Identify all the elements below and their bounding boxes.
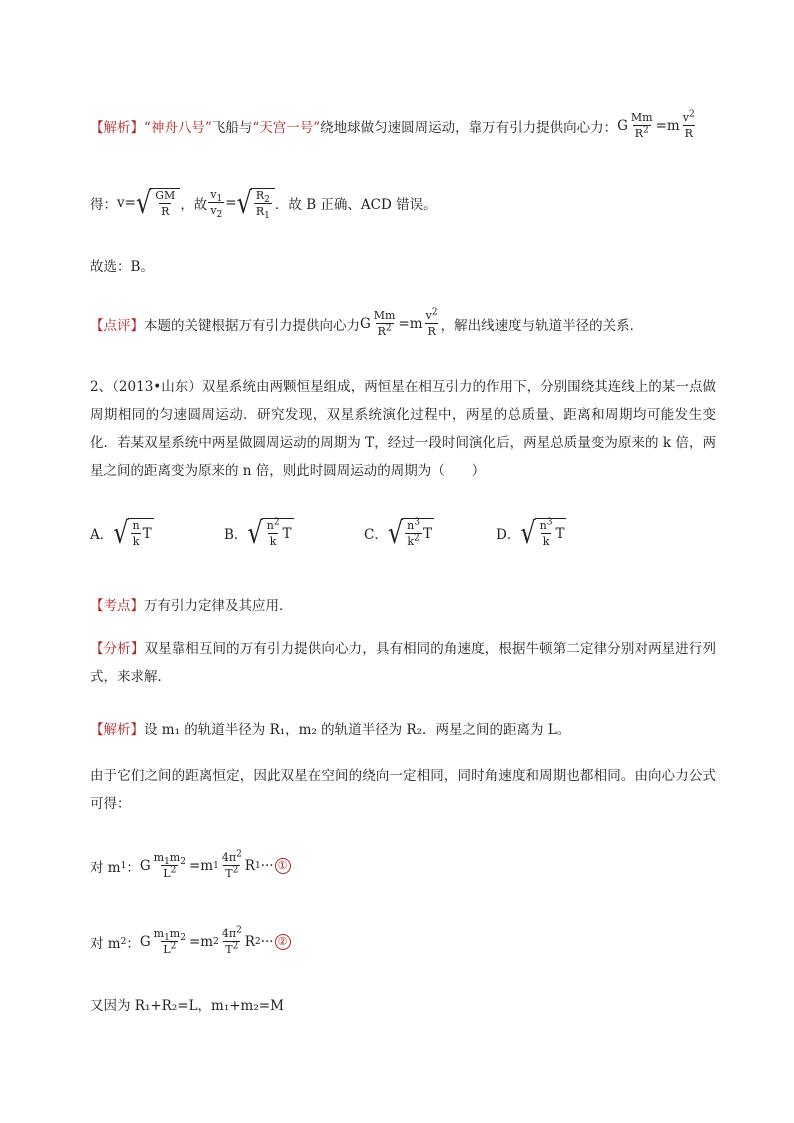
text-segment: 得： (90, 196, 117, 213)
formula-gravity: G $\frac{Mm}{R^2}$ =m $\frac{v^2}{R}$ (360, 307, 438, 338)
text-segment: ．故 B 正确、ACD 错误。 (274, 196, 437, 213)
text-segment: 飞船与 (211, 119, 253, 136)
formula-gravity (617, 109, 698, 140)
option-d[interactable]: D． √ $\frac{n^3}{k}$ T (496, 515, 565, 550)
symbol-G: G (617, 117, 628, 134)
jiexi-text: 设 m₁ 的轨道半径为 R₁，m₂ 的轨道半径为 R₂．两星之间的距离为 L。 (144, 722, 571, 738)
text-segment: 本题的关键根据万有引力提供向心力 (144, 317, 360, 334)
kaodian-tag: 【考点】 (90, 598, 144, 614)
equation-1: 对 m 1 ： G $\frac{m_1m_2}{L^2}$ =m 1 $\frac{4\pi^2}{T^2}$ R 1 ··· ① (90, 852, 291, 879)
fraction-4pi2-T2: $\frac{4\pi^2}{T^2}$ (221, 925, 242, 956)
kaodian-text: 万有引力定律及其应用． (144, 598, 293, 614)
analysis-line-1 (90, 109, 698, 140)
kaodian-line (90, 594, 293, 614)
options-row (90, 515, 690, 568)
fraction-m1m2-L2: $\frac{m_1m_2}{L^2}$ (153, 927, 186, 956)
shenzhou-quote: “神舟八号” (144, 119, 212, 136)
equals: = (225, 194, 237, 211)
fenxi-para (90, 635, 716, 691)
fraction-GM-R: $\frac{GM}{R}$ (155, 189, 176, 218)
option-b[interactable]: B． √ $\frac{n^2}{k}$ T (224, 515, 292, 550)
v-equals: v= (117, 194, 136, 211)
denominator: $R^2$ (634, 125, 649, 140)
fenxi-tag: 【分析】 (90, 641, 145, 657)
sqrt-R2-R1: √ $\frac{R_2}{R_1}$ (237, 188, 275, 217)
comment-line (90, 307, 644, 338)
comment-tag: 【点评】 (90, 317, 144, 334)
numerator: $v^2$ (682, 109, 695, 124)
analysis-line-2 (90, 185, 437, 222)
option-c[interactable]: C． √ $\frac{n^3}{k^2}$ T (364, 515, 432, 550)
equals-m: =m (655, 117, 680, 134)
final-text: 又因为 R₁+R₂=L，m₁+m₂=M (90, 998, 284, 1014)
text-segment: ，解出线速度与轨道半径的关系． (440, 317, 644, 334)
derivation-para: 由于它们之间的距离恒定，因此双星在空间的绕向一定相同，同时角速度和周期也都相同。由向心力公式可得： (90, 768, 716, 812)
final-line (90, 994, 284, 1014)
answer-line (90, 255, 154, 275)
numerator: Mm (630, 111, 653, 124)
fraction-v1-v2: $\frac{v_1}{v_2}$ (210, 188, 223, 221)
answer-text: 故选：B。 (90, 259, 154, 275)
jiexi-tag: 【解析】 (90, 722, 144, 738)
fraction-m1m2-L2: $\frac{m_1m_2}{L^2}$ (153, 851, 186, 880)
fenxi-text: 双星靠相互间的万有引力提供向心力，具有相同的角速度，根据牛顿第二定律分别对两星进行列式，来求解． (90, 641, 717, 685)
sqrt-GM-R: √ $\frac{GM}{R}$ (136, 188, 180, 217)
circled-one-marker: ① (275, 858, 291, 874)
fraction-R2-R1: $\frac{R_2}{R_1}$ (255, 189, 270, 222)
text-segment: 绕地球做匀速圆周运动，靠万有引力提供向心力： (320, 119, 618, 136)
jiexi-line (90, 718, 570, 738)
text-segment: ，故 (180, 196, 208, 213)
fraction-v2-R (681, 109, 697, 140)
denominator: R (684, 127, 693, 140)
fraction-Mm-R2 (629, 112, 655, 139)
equation-2: 对 m 2 ： G $\frac{m_1m_2}{L^2}$ =m 2 $\frac{4\pi^2}{T^2}$ R 2 ··· ② (90, 928, 291, 955)
circled-two-marker: ② (275, 934, 291, 950)
question-text: 2、（2013•山东）双星系统由两颗恒星组成，两恒星在相互引力的作用下，分别围绕其连线上的某一点做周期相同的匀速圆周运动．研究发现，双星系统演化过程中，两星的总质量、距离和周期均可能发生变化．若某双星系统中两星做圆周运动的周期为 T，经过一段时间演化后，两星总质量变为原来的 k 倍，两星之间的距离变为原来的 n 倍，则此时圆周运动的周期为（ ） (90, 379, 716, 479)
analysis-tag: 【解析】 (90, 119, 144, 136)
fraction-4pi2-T2: $\frac{4\pi^2}{T^2}$ (221, 849, 242, 880)
option-a[interactable]: A． √ $\frac{n}{k}$ T (90, 515, 152, 550)
tiangong-quote: “天宫一号” (252, 119, 321, 136)
